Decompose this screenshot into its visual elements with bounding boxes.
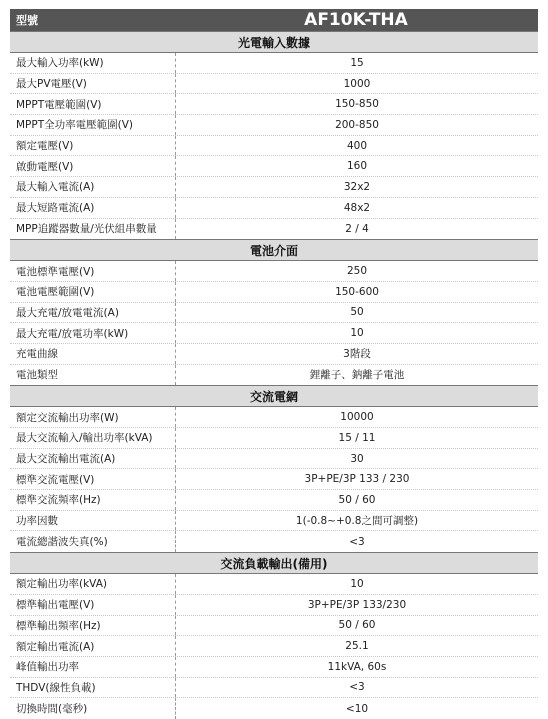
spec-row xyxy=(10,94,538,115)
spec-key: 標準輸出頻率(Hz) xyxy=(10,616,176,636)
spec-key: 標準輸出電壓(V) xyxy=(10,595,176,615)
section-header: 光電輸入數據 xyxy=(10,31,538,53)
spec-key: 最大短路電流(A) xyxy=(10,198,176,218)
spec-value: 30 xyxy=(350,452,364,465)
spec-row xyxy=(10,198,538,219)
spec-sections xyxy=(10,31,538,719)
section-rows xyxy=(10,261,538,385)
spec-key: 充電曲線 xyxy=(10,344,176,364)
spec-value: 15 xyxy=(350,56,364,69)
section-rows xyxy=(10,407,538,552)
spec-value: 1000 xyxy=(343,77,371,90)
spec-value: <10 xyxy=(345,702,369,715)
model-name: AF10K-THA xyxy=(304,10,408,30)
model-header-row xyxy=(10,9,538,31)
spec-row xyxy=(10,449,538,470)
spec-value: 3P+PE/3P 133 / 230 xyxy=(304,473,410,486)
spec-key: 標準交流頻率(Hz) xyxy=(10,490,176,510)
spec-value: 150-850 xyxy=(335,98,379,111)
spec-key: 電池類型 xyxy=(10,365,176,386)
spec-value: 11kVA, 60s xyxy=(327,660,387,673)
spec-key: 功率因數 xyxy=(10,511,176,531)
spec-row xyxy=(10,282,538,303)
spec-value: 25.1 xyxy=(345,640,369,653)
spec-key: 最大交流輸入/輸出功率(kVA) xyxy=(10,428,176,448)
spec-value: <3 xyxy=(349,535,365,548)
spec-key: 切換時間(毫秒) xyxy=(10,698,176,719)
spec-key: 電池標準電壓(V) xyxy=(10,261,176,281)
spec-value: 48x2 xyxy=(343,201,371,214)
spec-row xyxy=(10,74,538,95)
spec-value: 250 xyxy=(346,265,368,278)
spec-value: 10 xyxy=(350,327,364,340)
spec-row xyxy=(10,303,538,324)
spec-row xyxy=(10,678,538,699)
spec-row xyxy=(10,323,538,344)
spec-key: 電池電壓範圍(V) xyxy=(10,282,176,302)
spec-row xyxy=(10,177,538,198)
spec-key: 最大充電/放電電流(A) xyxy=(10,303,176,323)
spec-table xyxy=(10,9,538,719)
spec-row xyxy=(10,469,538,490)
spec-key: MPPT全功率電壓範圍(V) xyxy=(10,115,176,135)
spec-row xyxy=(10,595,538,616)
spec-key: 額定交流輸出功率(W) xyxy=(10,407,176,427)
section-header: 電池介面 xyxy=(10,239,538,261)
spec-value: 3階段 xyxy=(343,348,371,361)
spec-key: 最大交流輸出電流(A) xyxy=(10,449,176,469)
spec-value: 32x2 xyxy=(343,180,371,193)
spec-value: 3P+PE/3P 133/230 xyxy=(307,598,407,611)
spec-row xyxy=(10,407,538,428)
spec-key: 額定電壓(V) xyxy=(10,136,176,156)
spec-row xyxy=(10,365,538,386)
section-rows xyxy=(10,53,538,239)
spec-value: 10000 xyxy=(340,411,374,424)
spec-key: 標準交流電壓(V) xyxy=(10,469,176,489)
spec-row xyxy=(10,219,538,240)
spec-row xyxy=(10,657,538,678)
spec-value: 160 xyxy=(346,160,368,173)
spec-row xyxy=(10,136,538,157)
spec-value: 15 / 11 xyxy=(338,431,376,444)
spec-row xyxy=(10,428,538,449)
spec-value: 50 / 60 xyxy=(338,493,376,506)
spec-row xyxy=(10,261,538,282)
spec-key: MPPT電壓範圍(V) xyxy=(10,94,176,114)
spec-row xyxy=(10,574,538,595)
section-header: 交流電網 xyxy=(10,385,538,407)
spec-row xyxy=(10,636,538,657)
spec-row xyxy=(10,698,538,719)
spec-value: 400 xyxy=(346,139,368,152)
section-header: 交流負載輸出(備用) xyxy=(10,552,538,574)
model-label: 型號 xyxy=(16,14,38,27)
spec-row xyxy=(10,115,538,136)
spec-row xyxy=(10,531,538,552)
spec-key: THDV(線性負載) xyxy=(10,678,176,698)
spec-value: 50 / 60 xyxy=(338,619,376,632)
spec-key: 啟動電壓(V) xyxy=(10,156,176,176)
spec-row xyxy=(10,156,538,177)
spec-value: 10 xyxy=(350,577,364,590)
spec-value: 鋰離子、鈉離子電池 xyxy=(309,369,405,382)
spec-key: MPP追蹤器數量/光伏組串數量 xyxy=(10,219,176,240)
spec-value: 150-600 xyxy=(335,285,379,298)
spec-row xyxy=(10,490,538,511)
spec-row xyxy=(10,344,538,365)
spec-key: 最大輸入功率(kW) xyxy=(10,53,176,73)
spec-key: 額定輸出電流(A) xyxy=(10,636,176,656)
spec-key: 最大PV電壓(V) xyxy=(10,74,176,94)
spec-key: 電流總諧波失真(%) xyxy=(10,531,176,552)
spec-value: 200-850 xyxy=(335,118,379,131)
spec-value: <3 xyxy=(349,681,365,694)
spec-row xyxy=(10,511,538,532)
spec-key: 最大充電/放電功率(kW) xyxy=(10,323,176,343)
spec-value: 2 / 4 xyxy=(345,222,369,235)
spec-row xyxy=(10,53,538,74)
spec-key: 最大輸入電流(A) xyxy=(10,177,176,197)
spec-key: 峰值輸出功率 xyxy=(10,657,176,677)
spec-row xyxy=(10,616,538,637)
section-rows xyxy=(10,574,538,719)
spec-value: 1(-0.8~+0.8之間可調整) xyxy=(295,515,419,528)
spec-value: 50 xyxy=(350,306,364,319)
spec-key: 額定輸出功率(kVA) xyxy=(10,574,176,594)
